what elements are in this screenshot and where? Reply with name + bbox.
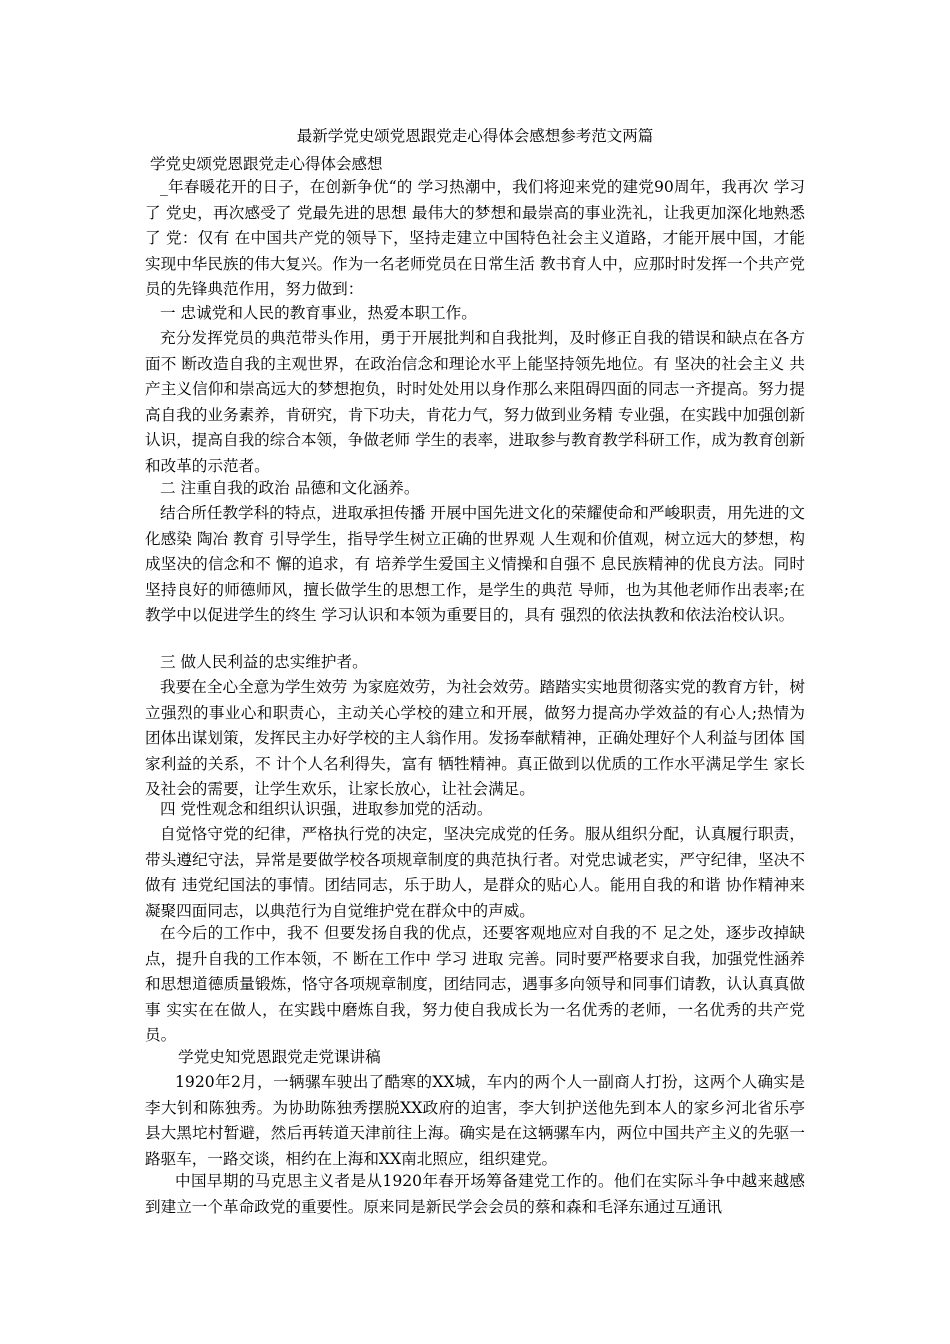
point3-heading: 三 做人民利益的忠实维护者。 — [160, 653, 368, 671]
point4-body: 自觉恪守党的纪律，严格执行党的决定，坚决完成党的任务。服从组织分配，认真履行职责，带头遵纪守法，异常是要做学校各项规章制度的典范执行者。对党忠诚老实，严守纪律，坚决不 做有 违党纪国法的事情。团结同志，乐于助人，是群众的贴心人。能用自我的和谐 协作精神来凝聚四面同志，以典范行为自觉维护党在群众中的声威。 — [145, 825, 805, 920]
point2-heading: 二 注重自我的政治 品德和文化涵养。 — [160, 479, 420, 497]
section2-para1: 1920年2月，一辆骡车驶出了酷寒的XX城，车内的两个人一副商人打扮，这两个人确实是李大钊和陈独秀。为协助陈独秀摆脱XX政府的迫害，李大钊护送他先到本人的家乡河北省乐亭县大黑坨村暂避，然后再转道天津前往上海。确实是在这辆骡车内，两位中国共产主义的先驱一路驱车，一路交谈，相约在上海和XX南北照应，组织建党。 — [145, 1073, 805, 1168]
document-title: 最新学党史颂党恩跟党走心得体会感想参考范文两篇 — [296, 127, 654, 145]
point3-body: 我要在全心全意为学生效劳 为家庭效劳，为社会效劳。踏踏实实地贯彻落实党的教育方针，树立强烈的事业心和职责心，主动关心学校的建立和开展，做努力提高办学效益的有心人;热情为团体出谋划策，发挥民主办好学校的主人翁作用。发扬奉献精神，正确处理好个人利益与团体 国家利益的关系，不 计个人名利得失，富有 牺牲精神。真正做到以优质的工作水平满足学生 家长及社会的需要，让学生欢乐，让家长放心，让社会满足。 — [145, 678, 805, 798]
point2-body: 结合所任教学科的特点，进取承担传播 开展中国先进文化的荣耀使命和严峻职责，用先进的文化感染 陶冶 教育 引导学生，指导学生树立正确的世界观 人生观和价值观，树立远大的梦想，构成坚决的信念和不 懈的追求，有 培养学生爱国主义情操和自强不 息民族精神的优良方法。同时坚持良好的师德师风，擅长做学生的思想工作，是学生的典范 导师，也为其他老师作出表率;在教学中以促进学生的终生 学习认识和本领为重要目的，具有 强烈的依法执教和依法治校认识。 — [145, 504, 805, 624]
section1-intro: _年春暖花开的日子，在创新争优“的 学习热潮中，我们将迎来党的建党90周年，我再次 学习了 党史，再次感受了 党最先进的思想 最伟大的梦想和最崇高的事业洗礼，让我更加深化地熟悉了 党：仅有 在中国共产党的领导下，坚持走建立中国特色社会主义道路，才能开展中国，才能实现中华民族的伟大复兴。作为一名老师党员在日常生活 教书育人中，应那时时发挥一个共产党员的先锋典范作用，努力做到： — [145, 178, 805, 298]
section1-title: 学党史颂党恩跟党走心得体会感想 — [150, 155, 383, 173]
point1-heading: 一 忠诚党和人民的教育事业，热爱本职工作。 — [160, 304, 477, 322]
section1-closing: 在今后的工作中，我不 但要发扬自我的优点，还要客观地应对自我的不 足之处，逐步改掉缺点，提升自我的工作本领，不 断在工作中 学习 进取 完善。同时要严格要求自我，加强党性涵养和思想道德质量锻炼，恪守各项规章制度，团结同志，遇事多向领导和同事们请教，认认真真做事 实实在在做人，在实践中磨炼自我，努力使自我成长为一名优秀的老师，一名优秀的共产党员。 — [145, 924, 805, 1044]
section2-para2: 中国早期的马克思主义者是从1920年春开场筹备建党工作的。他们在实际斗争中越来越感到建立一个革命政党的重要性。原来同是新民学会会员的蔡和森和毛泽东通过互通讯 — [145, 1172, 805, 1216]
point1-body: 充分发挥党员的典范带头作用，勇于开展批判和自我批判，及时修正自我的错误和缺点在各方面不 断改造自我的主观世界，在政治信念和理论水平上能坚持领先地位。有 坚决的社会主义 共产主义信仰和崇高远大的梦想抱负，时时处处用以身作那么来阻碍四面的同志一齐提高。努力提高自我的业务素养，肯研究，肯下功夫，肯花力气，努力做到业务精 专业强，在实践中加强创新认识，提高自我的综合本领，争做老师 学生的表率，进取参与教育教学科研工作，成为教育创新和改革的示范者。 — [145, 329, 805, 475]
section2-title: 学党史知党恩跟党走党课讲稿 — [178, 1048, 381, 1066]
point4-heading: 四 党性观念和组织认识强，进取参加党的活动。 — [160, 800, 493, 818]
